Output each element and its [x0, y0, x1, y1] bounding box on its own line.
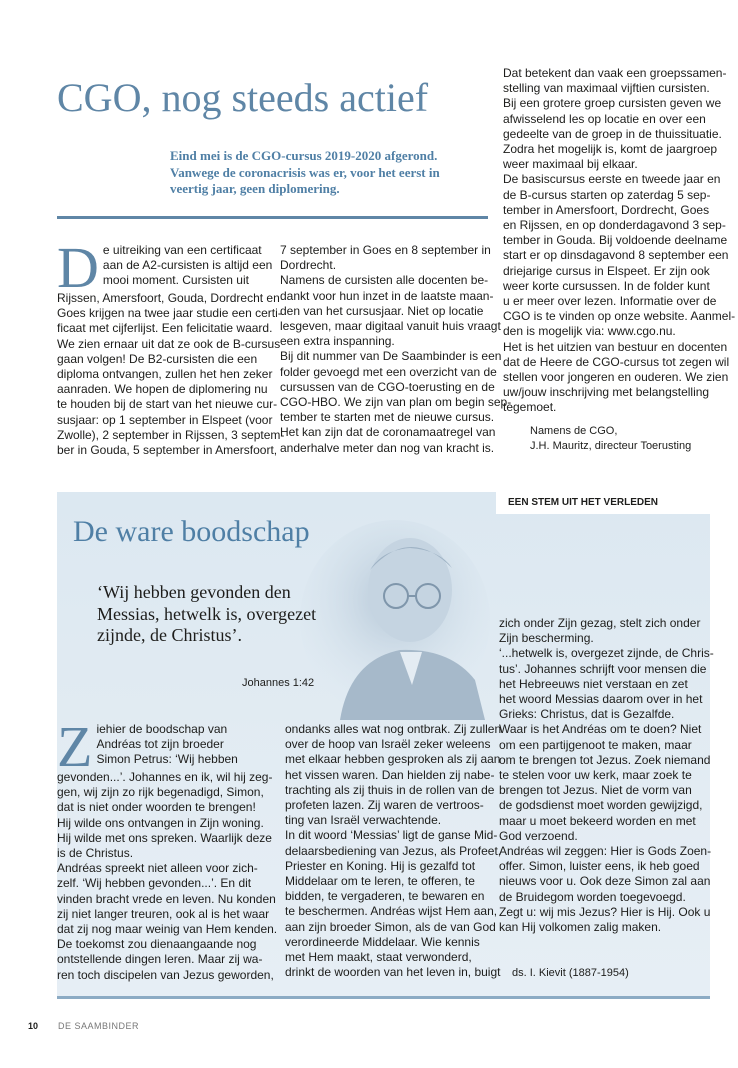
text-line: anderhalve meter dan nog van kracht is. [280, 440, 495, 455]
text-line: lesgeven, maar digitaal vanuit huis vraagt [280, 319, 501, 334]
text-line: ontstellende dingen leren. Maar zij wa- [57, 952, 263, 967]
text-line: Priester en Koning. Hij is gezalfd tot [285, 858, 476, 873]
text-line: en Rijssen, en op donderdagavond 3 sep- [503, 218, 726, 233]
text-line: te beschermen. Andréas wijst Hem aan, [285, 904, 498, 919]
text-line: Hij wilde met ons spreken. Waarlijk deze [57, 830, 272, 845]
panel-divider [57, 996, 710, 999]
text-line: gevonden...’. Johannes en ik, wil hij zeg- [57, 770, 273, 784]
text-line: Goes krijgen na twee jaar studie een certi- [57, 306, 282, 321]
text-line: ficaat met cijferlijst. Een felicitatie waard. [57, 321, 273, 336]
text-line: diploma ontvangen, zullen het hen zeker [57, 367, 273, 382]
text-line: kan Hij volkomen zalig maken. [499, 920, 662, 935]
text-line: te houden bij de start van het nieuwe cur- [57, 397, 278, 412]
intro-line: Eind mei is de CGO-cursus 2019-2020 afgerond. [170, 148, 438, 163]
text-line: weer korte cursussen. In de folder kunt [503, 278, 710, 293]
text-line: dankt voor hun inzet in de laatste maan- [280, 288, 494, 303]
text-line: tember in Gouda. Bij voldoende deelname [503, 233, 728, 248]
text-line: zich onder Zijn gezag, stelt zich onder [499, 616, 701, 630]
text-line: het woord Messias daarom over in het [499, 692, 703, 707]
text-line: is de Christus. [57, 846, 134, 861]
article-title: CGO, nog steeds actief [57, 75, 429, 120]
text-line: susjaar: op 1 september in Elspeet (voor [57, 412, 273, 427]
text-line: Namens de cursisten alle docenten be- [280, 273, 489, 288]
text-line: gaan volgen! De B2-cursisten die een [57, 351, 258, 366]
text-line: dat is niet onder woorden te brengen! [57, 800, 256, 815]
signature [530, 424, 691, 454]
text-line: ber in Gouda, 5 september in Amersfoort, [57, 443, 278, 458]
quote-line: zijnde, de Christus’. [97, 625, 242, 645]
text-line: verordineerde Middelaar. Wie kennis [285, 934, 480, 949]
text-line: iehier de boodschap van [96, 722, 228, 736]
text-line: te stelen voor uw kerk, maar zoek te [499, 768, 692, 783]
text-line: om een partijgenoot te maken, maar [499, 737, 692, 752]
quote-line: Messias, hetwelk is, overgezet [97, 603, 317, 624]
text-line: u er meer over lezen. Informatie over de [503, 294, 717, 309]
text-line: Zijn bescherming. [499, 631, 594, 646]
text-line: offer. Simon, luister eens, ik heb goed [499, 859, 700, 874]
text-line: om te brengen tot Jezus. Zoek niemand [499, 752, 711, 767]
text-line: over de hoop van Israël zeker weleens [285, 737, 491, 752]
drop-cap: D [57, 235, 99, 300]
text-line: afwisselend les op locatie en over een [503, 111, 706, 126]
text-line: gedeelte van de groep in de thuissituatie. [503, 126, 722, 141]
bible-quote [97, 582, 316, 647]
text-line: zij niet langer treuren, ook al is het waar [57, 906, 270, 921]
article2-column-3 [499, 616, 714, 935]
portrait-illustration [300, 520, 490, 720]
text-line: tember in Amersfoort, Dordrecht, Goes [503, 202, 710, 217]
text-line: Het kan zijn dat de coronamaatregel van [280, 425, 496, 440]
text-line: Simon Petrus: ‘Wij hebben [96, 752, 238, 767]
text-line: aan zijn broeder Simon, als de van God [285, 919, 496, 934]
intro-line: Vanwege de coronacrisis was er, voor het eerst in [170, 164, 440, 180]
text-line: aan de A2-cursisten is altijd een [102, 258, 273, 273]
text-line: de B-cursus starten op zaterdag 5 sep- [503, 187, 711, 202]
text-line: tus’. Johannes schrijft voor mensen die [499, 661, 707, 676]
text-line: brengen tot Jezus. Niet de vorm van [499, 783, 692, 798]
text-line: tegemoet. [503, 400, 557, 415]
text-line: Rijssen, Amersfoort, Gouda, Dordrecht en [57, 291, 280, 305]
signature-line: Namens de CGO, [530, 425, 618, 437]
text-line: In dit woord ‘Messias’ ligt de ganse Mid- [285, 828, 498, 843]
text-line: den is mogelijk via: www.cgo.nu. [503, 324, 676, 339]
text-line: bidden, te vergaderen, te bewaren en [285, 889, 485, 904]
text-line: den van het cursusjaar. Niet op locatie [280, 303, 484, 318]
drop-cap: Z [57, 714, 93, 779]
text-line: Zwolle), 2 september in Rijssen, 3 septem- [57, 427, 285, 442]
quote-reference: Johannes 1:42 [242, 677, 315, 689]
article1-column-2 [280, 243, 512, 456]
text-line: ‘...hetwelk is, overgezet zijnde, de Chris- [499, 646, 714, 661]
text-line: 7 september in Goes en 8 september in [280, 243, 491, 257]
text-line: Middelaar om te leren, te offeren, te [285, 874, 475, 889]
text-line: Zodra het mogelijk is, komt de jaargroep [503, 142, 718, 157]
text-line: God verzoend. [499, 828, 578, 843]
text-line: ondanks alles wat nog ontbrak. Zij zullen [285, 722, 502, 736]
text-line: Bij een grotere groep cursisten geven we [503, 96, 722, 111]
publication-name: DE SAAMBINDER [58, 1021, 140, 1031]
text-line: drinkt de woorden van het leven in, buigt [285, 965, 501, 980]
text-line: CGO is te vinden op onze website. Aanmel- [503, 309, 736, 324]
text-line: profeten lazen. Zij waren de vertroos- [285, 798, 484, 813]
feature-title: De ware boodschap [73, 515, 310, 548]
author-credit: ds. I. Kievit (1887-1954) [512, 967, 629, 979]
text-line: Waar is het Andréas om te doen? Niet [499, 722, 702, 737]
intro-line: veertig jaar, geen diplomering. [170, 181, 340, 196]
text-line: nieuws voor u. Ook deze Simon zal aan [499, 874, 711, 889]
text-line: stellen voor jongeren en ouderen. We zien [503, 370, 729, 385]
article2-column-2 [285, 722, 502, 980]
text-line: Zegt u: wij mis Jezus? Hier is Hij. Ook u [499, 904, 711, 919]
text-line: Andréas wil zeggen: Hier is Gods Zoen- [499, 844, 712, 859]
text-line: Dat betekent dan vaak een groepssamen- [503, 66, 727, 80]
text-line: tember te starten met de nieuwe cursus. [280, 410, 495, 425]
text-line: Andréas tot zijn broeder [96, 737, 224, 752]
article-intro [170, 148, 490, 198]
text-line: We zien ernaar uit dat ze ook de B-cursus [57, 336, 281, 351]
text-line: Dordrecht. [280, 258, 337, 273]
text-line: een extra inspanning. [280, 334, 395, 349]
text-line: uw/jouw inschrijving met belangstelling [503, 385, 710, 400]
article1-column-3 [503, 66, 736, 416]
page-number: 10 [28, 1021, 39, 1031]
text-line: start er op dinsdagavond 8 september een [503, 248, 729, 263]
text-line: Het is het uitzien van bestuur en docenten [503, 339, 728, 354]
section-tag: EEN STEM UIT HET VERLEDEN [496, 492, 710, 514]
article2-column-1 [57, 714, 278, 983]
text-line: driejarige cursus in Elspeet. Er zijn ook [503, 263, 710, 278]
text-line: de godsdienst moet worden gewijzigd, [499, 798, 703, 813]
text-line: Grieks: Christus, dat is Gezalfde. [499, 707, 675, 722]
text-line: CGO-HBO. We zijn van plan om begin sep- [280, 395, 512, 410]
article1-column-1 [57, 235, 285, 458]
text-line: het Hebreeuws niet verstaan en zet [499, 676, 688, 691]
text-line: met Hem maakt, staat verwonderd, [285, 950, 472, 965]
text-line: Bij dit nummer van De Saambinder is een [280, 349, 502, 364]
text-line: ting van Israël verwachtende. [285, 813, 442, 828]
signature-line: J.H. Mauritz, directeur Toerusting [530, 440, 692, 452]
text-line: gen, wij zijn zo rijk begenadigd, Simon, [57, 785, 264, 800]
divider [57, 216, 488, 219]
text-line: aanraden. We hopen de diplomering nu [57, 382, 268, 397]
text-line: zelf. ‘Wij hebben gevonden...’. En dit [57, 876, 252, 891]
text-line: trachting als zij thuis in de rollen van de [285, 782, 495, 797]
text-line: folder gevoegd met een overzicht van de [280, 364, 497, 379]
text-line: De toekomst zou dienaangaande nog [57, 937, 257, 952]
text-line: Andréas spreekt niet alleen voor zich- [57, 861, 258, 876]
text-line: ren toch discipelen van Jezus geworden, [57, 967, 274, 982]
text-line: vinden bracht vrede en leven. Nu konden [57, 891, 276, 906]
text-line: dat zij nog maar weinig van Hem kenden. [57, 922, 278, 937]
quote-line: ‘Wij hebben gevonden den [97, 582, 291, 602]
text-line: maar u moet bekeerd worden en met [499, 813, 696, 828]
text-line: Hij wilde ons ontvangen in Zijn woning. [57, 815, 264, 830]
text-line: stelling van maximaal vijftien cursisten. [503, 81, 710, 96]
text-line: het vissen waren. Dan hielden zij nabe- [285, 767, 495, 782]
text-line: dat de Heere de CGO-cursus tot zegen wil [503, 354, 730, 369]
text-line: met elkaar hebben gesproken als zij aan [285, 752, 501, 767]
text-line: weer maximaal bij elkaar. [503, 157, 638, 172]
text-line: cursussen van de CGO-toerusting en de [280, 379, 495, 394]
text-line: delaarsbediening van Jezus, als Profeet, [285, 843, 502, 858]
text-line: e uitreiking van een certificaat [102, 243, 262, 257]
text-line: de Bruidegom worden toegevoegd. [499, 889, 686, 904]
text-line: De basiscursus eerste en tweede jaar en [503, 172, 721, 187]
text-line: mooi moment. Cursisten uit [102, 273, 249, 288]
